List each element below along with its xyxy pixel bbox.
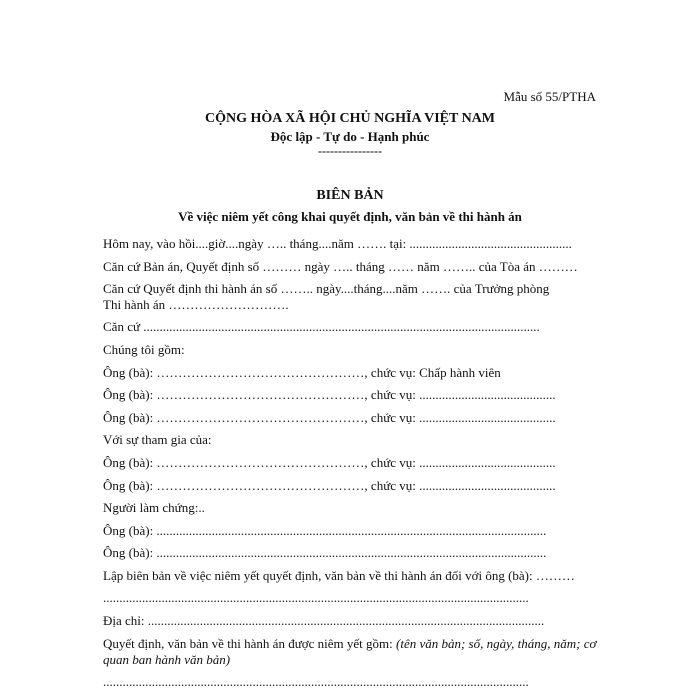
member-line: Ông (bà): …………………………………………, chức vụ: Chấp hành viên <box>103 365 501 380</box>
nation-heading: CỘNG HÒA XÃ HỘI CHỦ NGHĨA VIỆT NAM <box>204 111 495 126</box>
line-date-place: Hôm nay, vào hồi....giờ....ngày ….. tháng....năm ……. tại: .................................................. <box>103 236 572 251</box>
header-separator: ---------------- <box>318 144 382 158</box>
motto: Độc lập - Tự do - Hạnh phúc <box>270 129 430 144</box>
member-line: Ông (bà): …………………………………………, chức vụ: .......................................... <box>103 410 556 425</box>
we-are-label: Chúng tôi gồm: <box>103 342 185 357</box>
line-basis-other: Căn cứ .......................................................................................................................... <box>103 319 540 334</box>
record-statement: Lập biên bản về việc niêm yết quyết định, văn bản về thi hành án đối với ông (bà): ……… <box>103 568 575 583</box>
form-code: Mẫu số 55/PTHA <box>503 89 596 104</box>
dotted-line: ................................................................................................................................... <box>103 674 529 689</box>
participant-line: Ông (bà): …………………………………………, chức vụ: .......................................... <box>103 455 556 470</box>
line-basis-decision: Căn cứ Quyết định thi hành án số …….. ngày....tháng....năm ……. của Trưởng phòng <box>103 281 550 296</box>
dotted-line: ................................................................................................................................... <box>103 590 529 605</box>
posted-documents-note: (tên văn bản; số, ngày, tháng, năm; cơ quan ban hành văn bản) <box>103 636 597 667</box>
line-basis-judgment: Căn cứ Bản án, Quyết định số ……… ngày ….. tháng …… năm …….. của Tòa án ……… <box>103 259 578 274</box>
document-subtitle: Về việc niêm yết công khai quyết định, văn bản về thi hành án <box>178 209 522 224</box>
member-line: Ông (bà): …………………………………………, chức vụ: .......................................... <box>103 387 556 402</box>
posted-documents-label: Quyết định, văn bản về thi hành án được niêm yết gồm: <box>103 636 393 651</box>
witness-line: Ông (bà): ........................................................................................................................ <box>103 523 547 538</box>
participants-label: Với sự tham gia của: <box>103 432 212 447</box>
document-title: BIÊN BẢN <box>316 188 384 203</box>
line-basis-decision-cont: Thi hành án ………………………. <box>103 297 289 312</box>
posted-documents <box>103 636 600 668</box>
witnesses-label: Người làm chứng:.. <box>103 500 205 515</box>
participant-line: Ông (bà): …………………………………………, chức vụ: .......................................... <box>103 478 556 493</box>
address-line: Địa chỉ: .......................................................................................................................... <box>103 613 545 628</box>
witness-line: Ông (bà): ........................................................................................................................ <box>103 545 547 560</box>
